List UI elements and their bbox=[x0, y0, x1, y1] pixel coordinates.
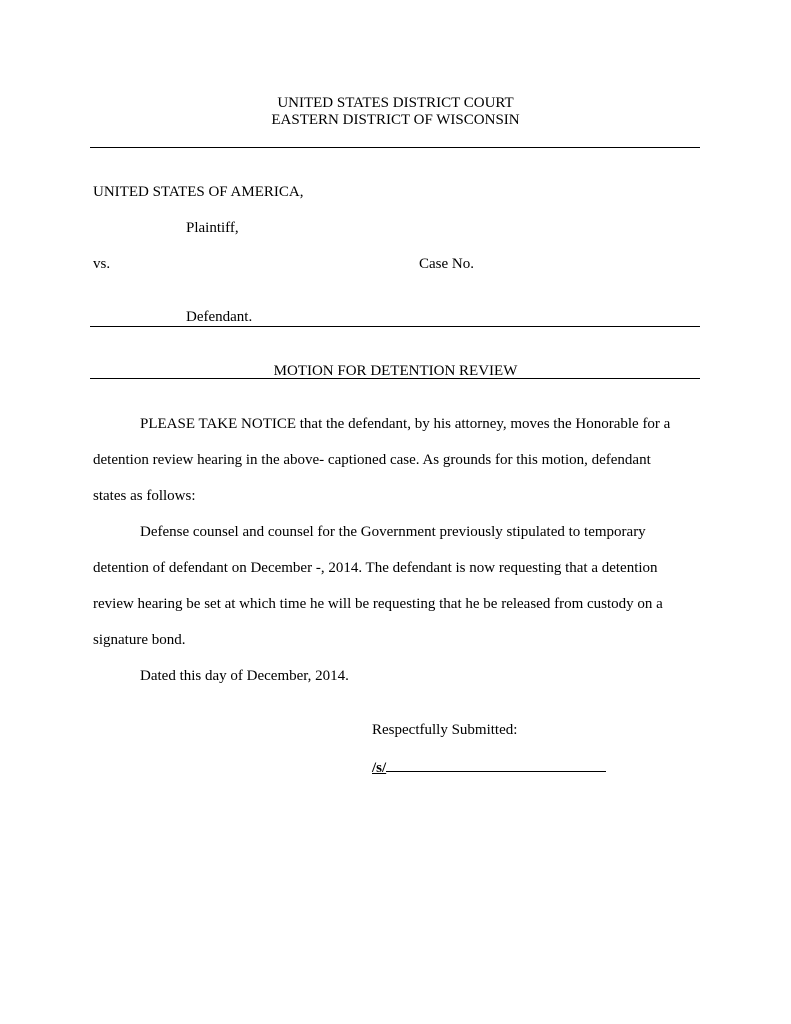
case-number-label: Case No. bbox=[419, 256, 474, 272]
court-district: EASTERN DISTRICT OF WISCONSIN bbox=[271, 112, 520, 128]
defendant-label: Defendant. bbox=[186, 309, 253, 325]
signature-line bbox=[372, 757, 606, 777]
plaintiff-name: UNITED STATES OF AMERICA, bbox=[93, 184, 304, 200]
paragraph-2-line-1: Defense counsel and counsel for the Government previously stipulated to temporary bbox=[140, 524, 646, 540]
closing-text: Respectfully Submitted: bbox=[372, 722, 518, 738]
paragraph-1-line-1: PLEASE TAKE NOTICE that the defendant, by his attorney, moves the Honorable for a bbox=[140, 416, 671, 432]
paragraph-2-line-2: detention of defendant on December -, 2014. The defendant is now requesting that a detention bbox=[93, 560, 658, 576]
document-title: MOTION FOR DETENTION REVIEW bbox=[273, 363, 518, 379]
paragraph-2-line-3: review hearing be set at which time he will be requesting that he be released from custody on a bbox=[93, 596, 663, 612]
versus-label: vs. bbox=[93, 256, 111, 272]
caption-divider bbox=[90, 326, 700, 327]
court-name: UNITED STATES DISTRICT COURT bbox=[277, 95, 514, 111]
paragraph-1-line-2: detention review hearing in the above- captioned case. As grounds for this motion, defendant bbox=[93, 452, 651, 468]
dated-line: Dated this day of December, 2014. bbox=[140, 668, 349, 684]
signature-blank bbox=[386, 757, 606, 772]
signature-prefix: /s/ bbox=[372, 760, 387, 776]
header-divider bbox=[90, 147, 700, 148]
paragraph-2-line-4: signature bond. bbox=[93, 632, 186, 648]
paragraph-1-line-3: states as follows: bbox=[93, 488, 196, 504]
title-divider bbox=[90, 378, 700, 379]
plaintiff-label: Plaintiff, bbox=[186, 220, 239, 236]
